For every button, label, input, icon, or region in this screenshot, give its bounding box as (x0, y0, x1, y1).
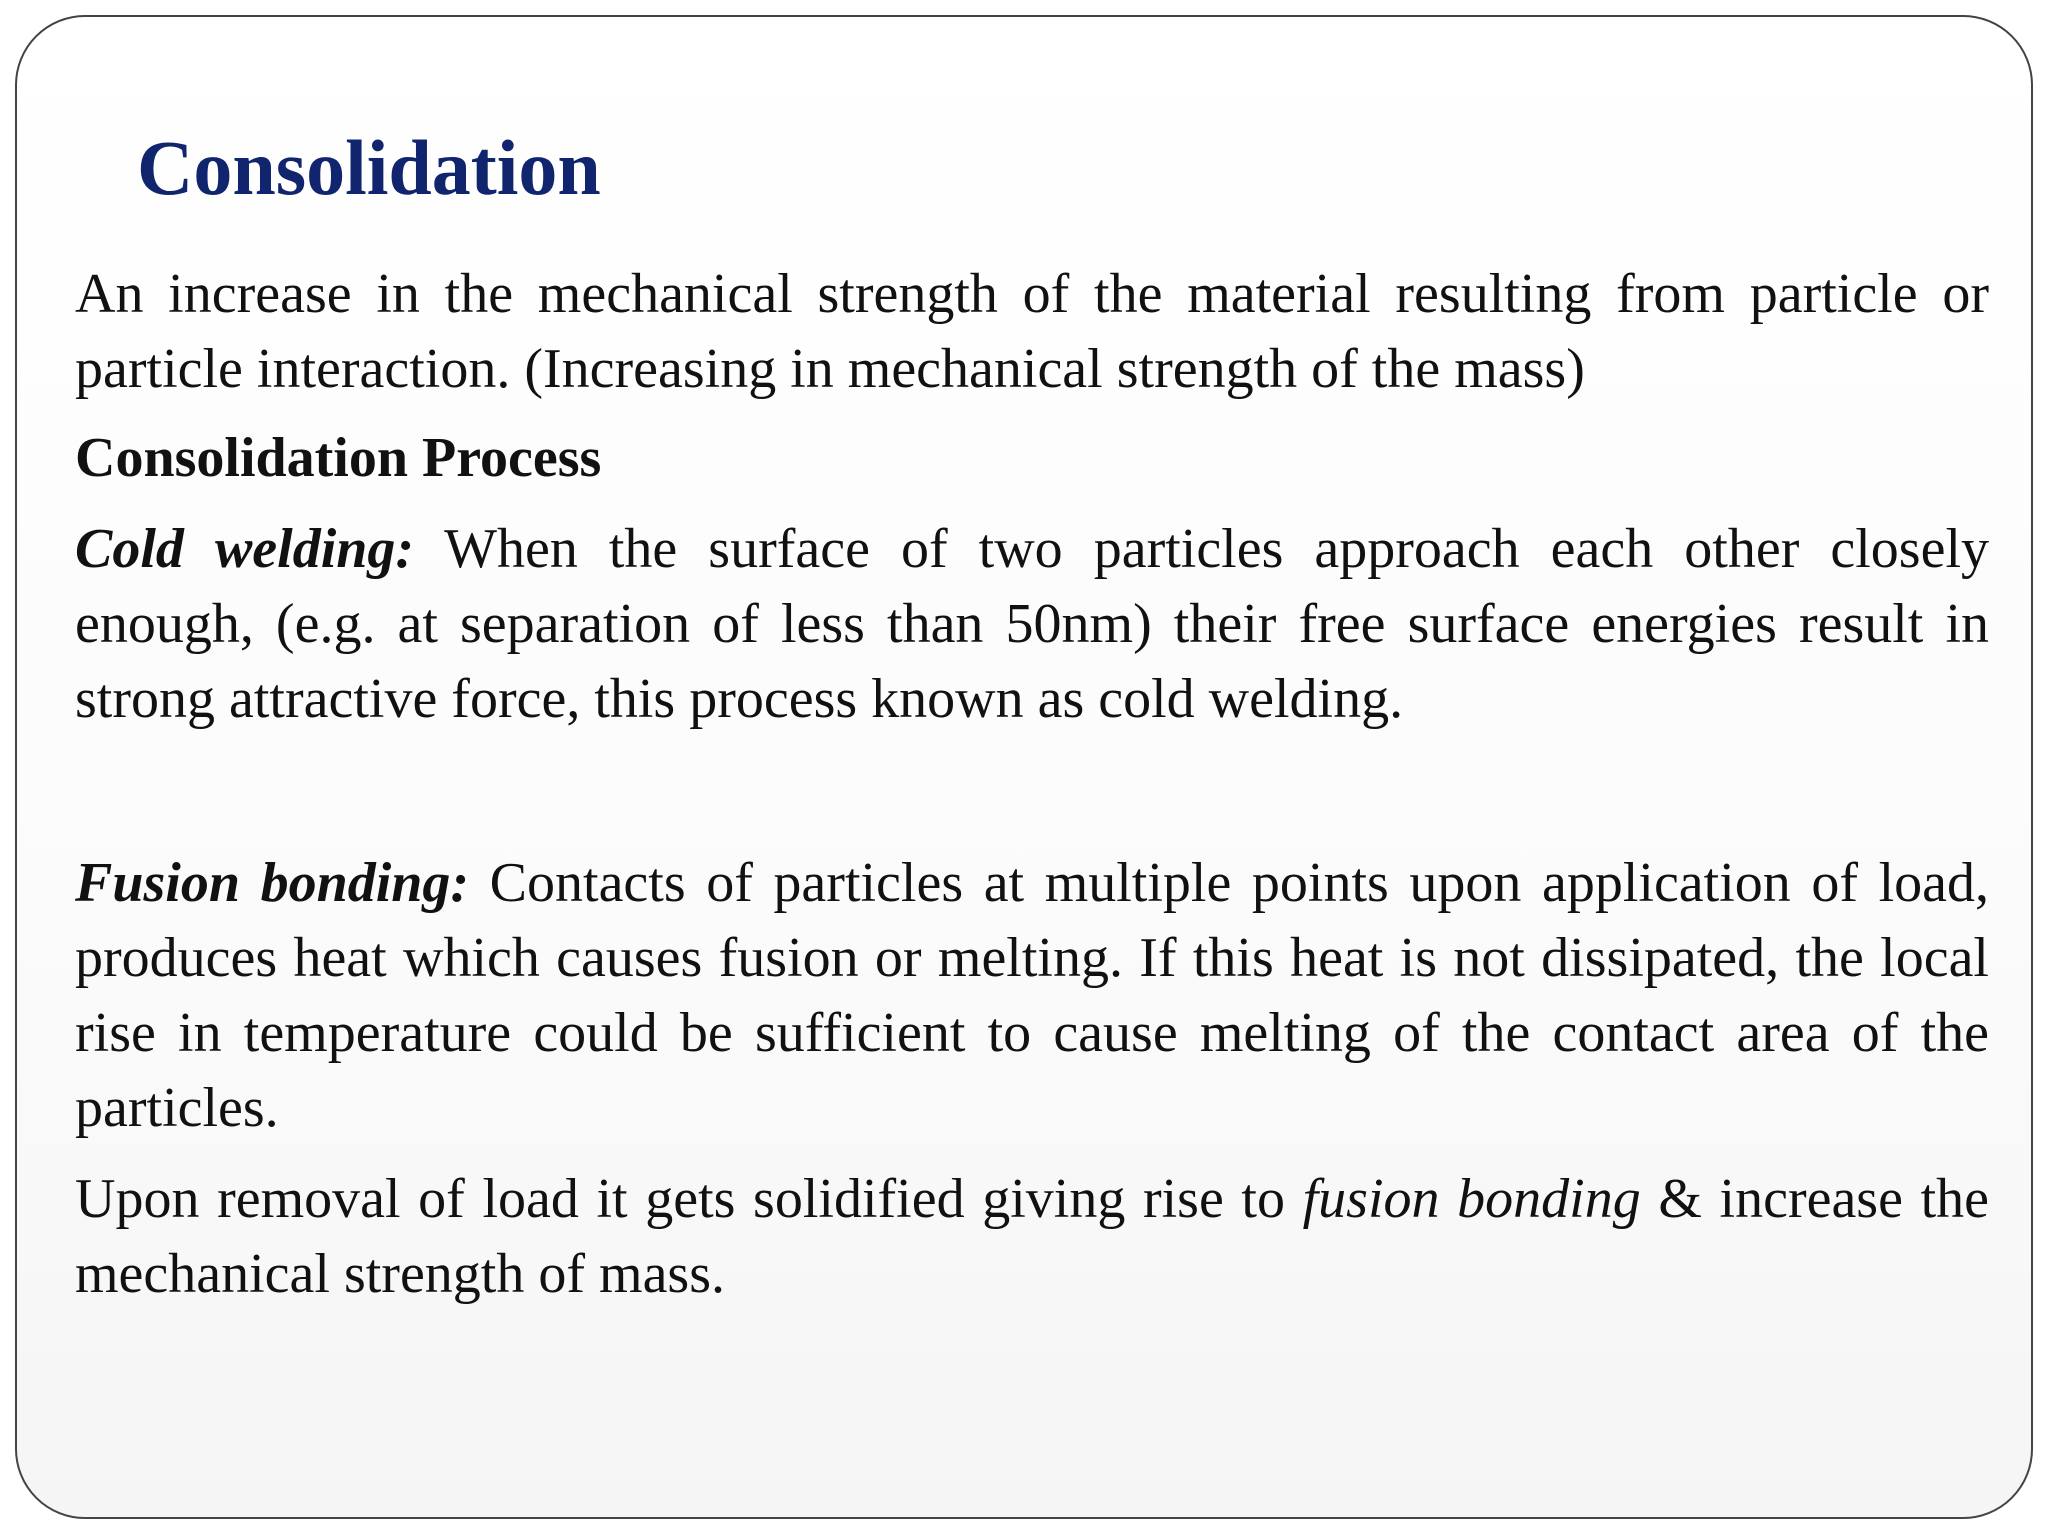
cold-welding-text: When the surface of two particles approach each other closely enough, (e.g. at separation of less than 50nm) their free surface energies result in strong attractive force, this process known as cold welding. (75, 518, 1989, 730)
cold-welding-term: Cold welding: (75, 518, 415, 580)
slide-body (75, 257, 1989, 1312)
section-heading: Consolidation Process (75, 427, 602, 489)
removal-emphasis: fusion bonding (1302, 1168, 1641, 1230)
fusion-bonding-text: Contacts of particles at multiple points upon application of load, produces heat which causes fusion or melting. If this heat is not dissipated, the local rise in temperature could be sufficient to cause melting of the contact area of the particles. (75, 852, 1989, 1139)
fusion-bonding-paragraph (75, 846, 1989, 1146)
removal-text-before: Upon removal of load it gets solidified giving rise to (75, 1168, 1303, 1230)
cold-welding-paragraph (75, 512, 1989, 737)
slide-frame (15, 15, 2033, 1519)
slide-title: Consolidation (137, 124, 601, 211)
fusion-bonding-term: Fusion bonding: (75, 852, 470, 914)
removal-text-after: & increase the mechanical strength of mass. (75, 1168, 1989, 1305)
removal-paragraph (75, 1162, 1989, 1312)
definition-paragraph: An increase in the mechanical strength of the material resulting from particle or particle interaction. (Increasing in mechanical strength of the mass) (75, 263, 1989, 400)
